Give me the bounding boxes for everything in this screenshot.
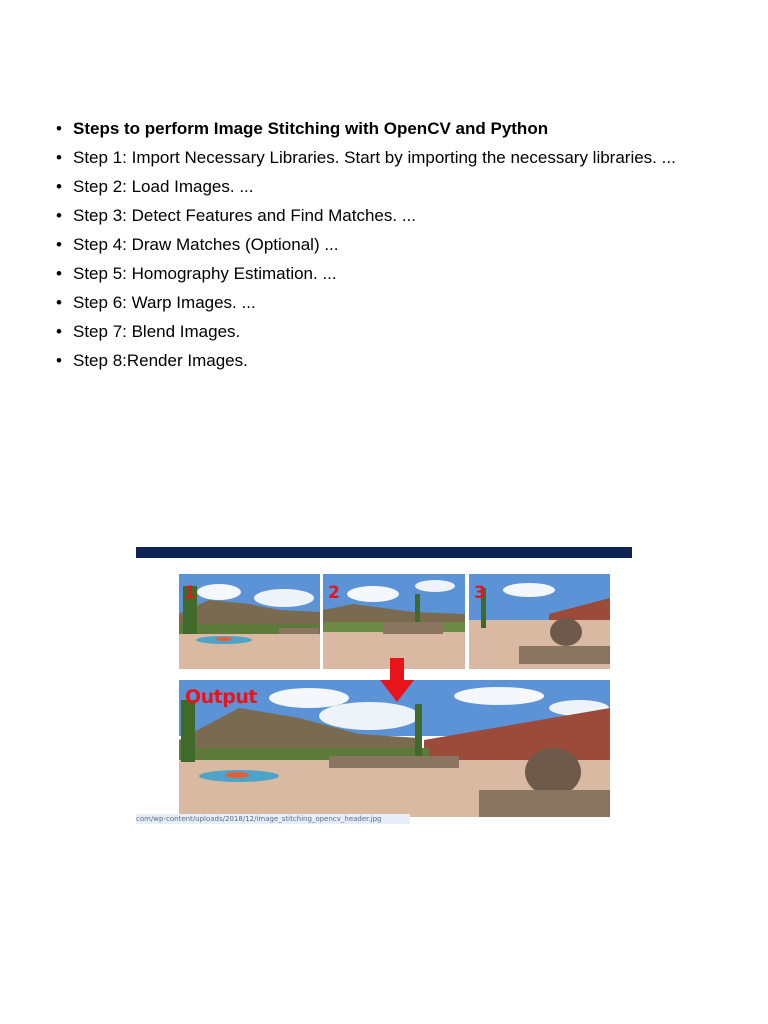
source-photo-1 <box>179 574 320 669</box>
bullet-glyph: • <box>56 351 62 370</box>
photo-number-label: 2 <box>328 583 340 603</box>
bullet-glyph: • <box>56 235 62 254</box>
output-label: Output <box>185 686 257 708</box>
step-text: Step 3: Detect Features and Find Matches. ... <box>73 206 417 225</box>
bullet-glyph: • <box>56 177 62 196</box>
step-text: Step 6: Warp Images. ... <box>73 293 256 312</box>
list-item <box>56 174 736 199</box>
bullet-glyph: • <box>56 206 62 225</box>
steps-list <box>56 116 736 377</box>
bullet-glyph: • <box>56 119 62 138</box>
source-photo-3 <box>469 574 610 669</box>
source-photo-2 <box>323 574 465 669</box>
list-item <box>56 290 736 315</box>
photo-number-label: 3 <box>474 583 486 603</box>
bullet-glyph: • <box>56 264 62 283</box>
figure-header-bar <box>136 547 632 558</box>
list-heading <box>56 116 736 141</box>
step-text: Step 2: Load Images. ... <box>73 177 254 196</box>
heading-text: Steps to perform Image Stitching with OpenCV and Python <box>73 119 549 138</box>
list-item <box>56 348 736 373</box>
bullet-glyph: • <box>56 148 62 167</box>
bullet-glyph: • <box>56 322 62 341</box>
list-item <box>56 261 736 286</box>
step-text: Step 1: Import Necessary Libraries. Start by importing the necessary libraries. ... <box>73 148 676 167</box>
step-text: Step 8:Render Images. <box>73 351 248 370</box>
list-item <box>56 319 736 344</box>
step-text: Step 5: Homography Estimation. ... <box>73 264 337 283</box>
list-item <box>56 145 736 170</box>
list-item <box>56 203 736 228</box>
step-text: Step 4: Draw Matches (Optional) ... <box>73 235 339 254</box>
image-url-caption: com/wp-content/uploads/2018/12/image_stitching_opencv_header.jpg <box>136 814 410 824</box>
list-item <box>56 232 736 257</box>
bullet-glyph: • <box>56 293 62 312</box>
stitching-figure <box>136 547 632 824</box>
photo-number-label: 1 <box>184 583 196 603</box>
step-text: Step 7: Blend Images. <box>73 322 241 341</box>
down-arrow-icon <box>380 658 414 702</box>
